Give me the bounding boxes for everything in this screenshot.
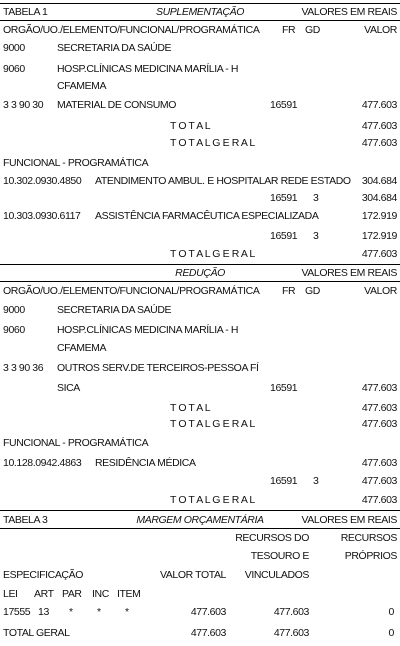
element-valor: 477.603: [361, 99, 397, 111]
column-header-recursos-tesouro: VINCULADOS: [244, 569, 309, 581]
total-valor: 477.603: [361, 402, 397, 414]
funcional-code: 10.302.0930.4850: [3, 175, 82, 187]
uo-name: HOSP.CLÍNICAS MEDICINA MARÍLIA - H: [57, 324, 239, 336]
funcional-code: 10.128.0942.4863: [3, 457, 82, 469]
funcional-valor: 477.603: [361, 457, 397, 469]
funcional-valor-detail: 304.684: [361, 192, 397, 204]
column-header-recursos-tesouro: RECURSOS DO: [235, 532, 309, 544]
funcional-valor-detail: 477.603: [361, 475, 397, 487]
funcional-header: FUNCIONAL - PROGRAMÁTICA: [3, 437, 149, 449]
column-header-recursos-tesouro: TESOURO E: [250, 550, 309, 562]
total-geral-valor: 477.603: [361, 248, 397, 260]
total-valor: 477.603: [361, 120, 397, 132]
section-title: SUPLEMENTAÇÃO: [156, 6, 244, 18]
row-inc: *: [97, 606, 101, 618]
funcional-valor: 304.684: [361, 175, 397, 187]
total-geral-label: T O T A L G E R A L: [170, 137, 255, 149]
uo-name-cont: CFAMEMA: [57, 342, 107, 354]
funcional-header: FUNCIONAL - PROGRAMÁTICA: [3, 157, 149, 169]
column-header-recursos-proprios: RECURSOS: [340, 532, 397, 544]
column-header-lei: LEI: [3, 588, 18, 600]
units-label: VALORES EM REAIS: [301, 514, 397, 526]
column-header-art: ART: [34, 588, 54, 600]
total-label: T O T A L: [170, 402, 211, 414]
row-valor-total: 477.603: [190, 606, 226, 618]
row-lei: 17555: [3, 606, 31, 618]
funcional-gd: 3: [313, 475, 319, 487]
element-fr: 16591: [270, 99, 298, 111]
uo-name-cont: CFAMEMA: [57, 80, 107, 92]
element-name: OUTROS SERV.DE TERCEIROS-PESSOA FÍ: [57, 362, 259, 374]
uo-code: 9060: [3, 63, 25, 75]
element-name: MATERIAL DE CONSUMO: [57, 99, 176, 111]
row-art: 13: [38, 606, 49, 618]
element-code: 3 3 90 30: [3, 99, 44, 111]
section-title: MARGEM ORÇAMENTÁRIA: [136, 514, 264, 526]
funcional-name: ASSISTÊNCIA FARMACÊUTICA ESPECIALIZADA: [95, 210, 319, 222]
org-name: SECRETARIA DA SAÚDE: [57, 304, 172, 316]
rule: [0, 528, 400, 529]
total-geral-label: TOTAL GERAL: [3, 627, 70, 639]
row-recursos-tesouro: 477.603: [273, 606, 309, 618]
total-geral-valor-total: 477.603: [190, 627, 226, 639]
funcional-code: 10.303.0930.6117: [3, 210, 81, 222]
total-geral-recursos-proprios: 0: [388, 627, 394, 639]
funcional-gd: 3: [313, 230, 319, 242]
section-title: REDUÇÃO: [175, 267, 225, 279]
column-header-especificacao: ESPECIFICAÇÃO: [3, 569, 83, 581]
funcional-fr: 16591: [270, 192, 298, 204]
column-header-inc: INC: [92, 588, 109, 600]
total-label: T O T A L: [170, 120, 211, 132]
funcional-valor: 172.919: [361, 210, 397, 222]
funcional-name: ATENDIMENTO AMBUL. E HOSPITALAR REDE ESTADO: [95, 175, 351, 187]
units-label: VALORES EM REAIS: [301, 267, 397, 279]
org-code: 9000: [3, 304, 25, 316]
funcional-name: RESIDÊNCIA MÉDICA: [95, 457, 196, 469]
column-header-valor: VALOR: [364, 285, 397, 297]
row-item: *: [125, 606, 129, 618]
column-header-fr: FR: [282, 24, 296, 36]
column-header-main: ORGÃO/UO./ELEMENTO/FUNCIONAL/PROGRAMÁTICA: [3, 24, 260, 36]
element-fr: 16591: [270, 382, 298, 394]
total-geral-label: T O T A L G E R A L: [170, 494, 255, 506]
total-geral-label: T O T A L G E R A L: [170, 248, 255, 260]
total-geral-valor: 477.603: [361, 418, 397, 430]
org-name: SECRETARIA DA SAÚDE: [57, 42, 172, 54]
rule: [0, 20, 400, 21]
org-code: 9000: [3, 42, 25, 54]
element-name-cont: SICA: [57, 382, 80, 394]
column-header-gd: GD: [305, 24, 320, 36]
rule: [0, 3, 400, 4]
column-header-item: ITEM: [117, 588, 141, 600]
rule: [0, 264, 400, 265]
column-header-valor: VALOR: [364, 24, 397, 36]
units-label: VALORES EM REAIS: [301, 6, 397, 18]
total-geral-valor: 477.603: [361, 137, 397, 149]
funcional-gd: 3: [313, 192, 319, 204]
total-geral-recursos-tesouro: 477.603: [273, 627, 309, 639]
rule: [0, 510, 400, 511]
table-label: TABELA 3: [3, 514, 48, 526]
uo-code: 9060: [3, 324, 25, 336]
rule: [0, 281, 400, 282]
uo-name: HOSP.CLÍNICAS MEDICINA MARÍLIA - H: [57, 63, 239, 75]
funcional-fr: 16591: [270, 475, 298, 487]
column-header-par: PAR: [62, 588, 82, 600]
column-header-fr: FR: [282, 285, 296, 297]
total-geral-valor: 477.603: [361, 494, 397, 506]
funcional-valor-detail: 172.919: [361, 230, 397, 242]
column-header-main: ORGÃO/UO./ELEMENTO/FUNCIONAL/PROGRAMÁTICA: [3, 285, 260, 297]
funcional-fr: 16591: [270, 230, 298, 242]
table-label: TABELA 1: [3, 6, 48, 18]
row-recursos-proprios: 0: [388, 606, 394, 618]
total-geral-label: T O T A L G E R A L: [170, 418, 255, 430]
column-header-valor-total: VALOR TOTAL: [159, 569, 226, 581]
row-par: *: [69, 606, 73, 618]
column-header-recursos-proprios: PRÓPRIOS: [344, 550, 397, 562]
element-code: 3 3 90 36: [3, 362, 44, 374]
column-header-gd: GD: [305, 285, 320, 297]
element-valor: 477.603: [361, 382, 397, 394]
